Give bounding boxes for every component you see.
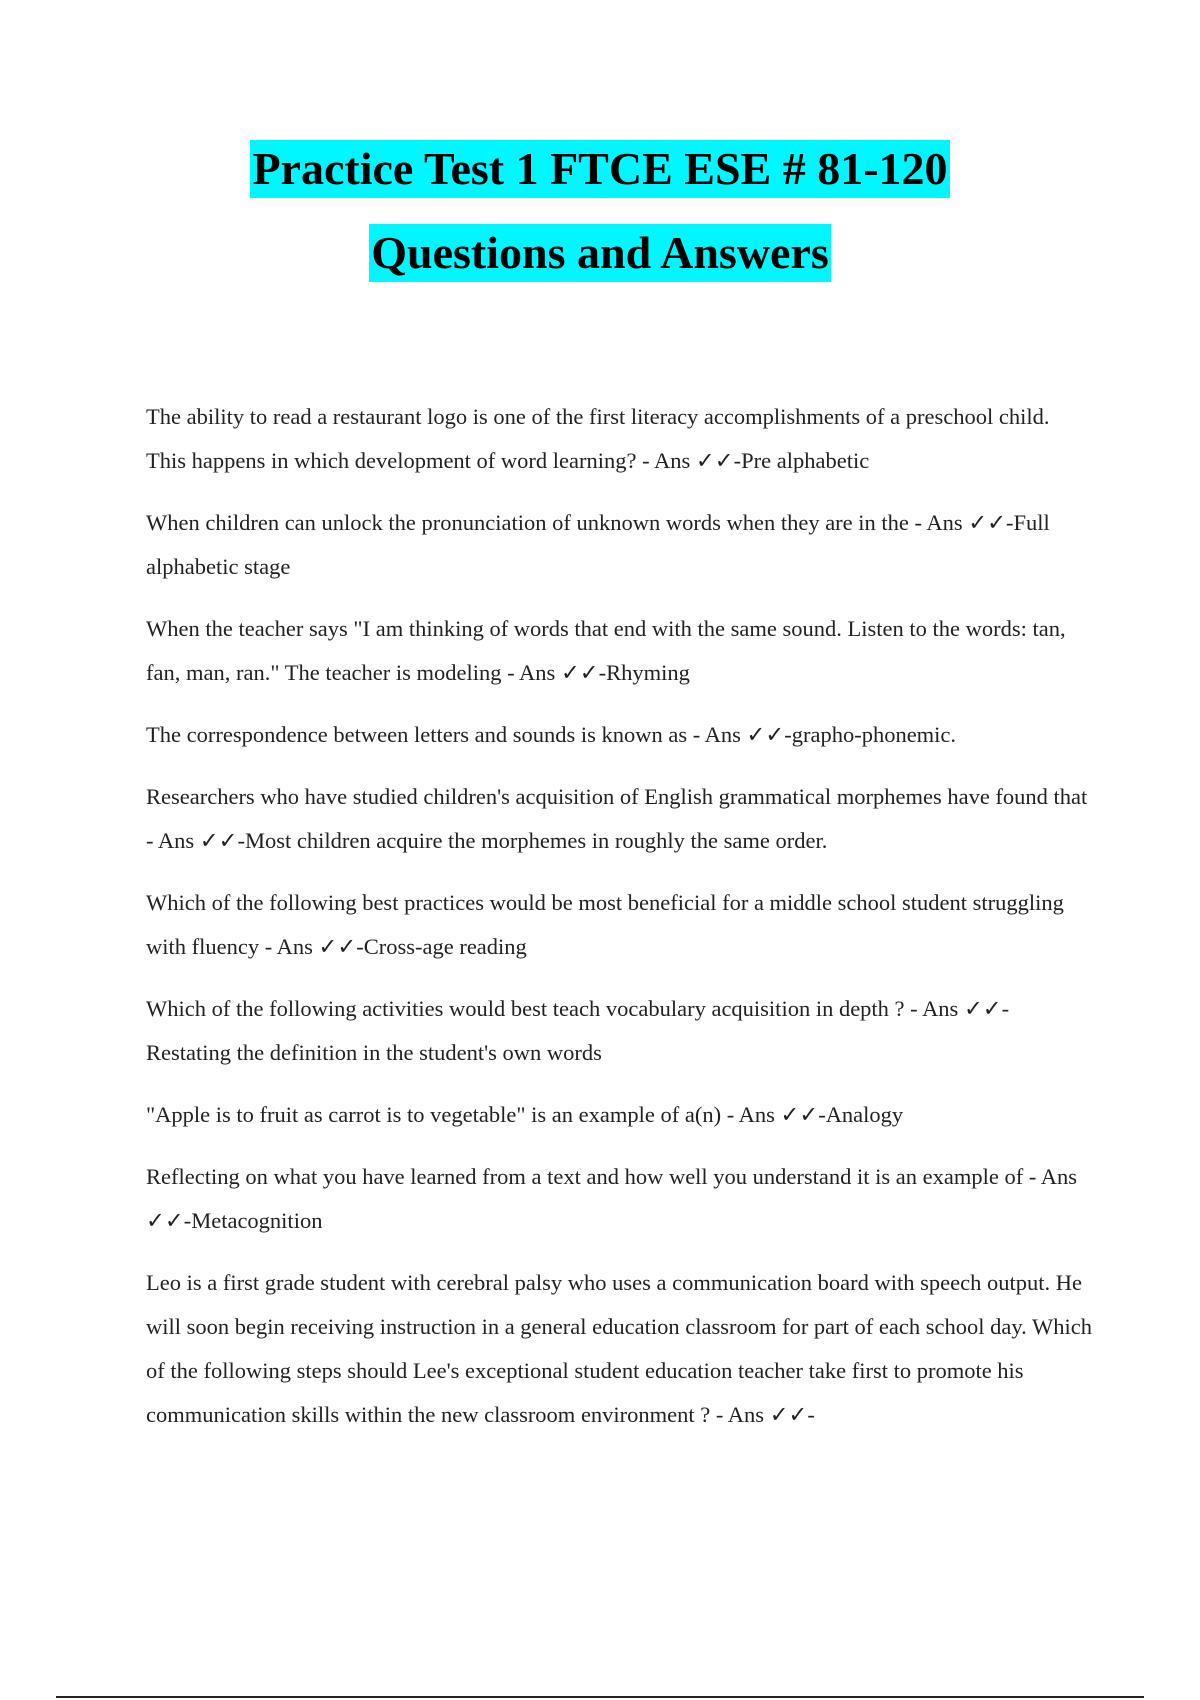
question-text: The correspondence between letters and sounds is known as bbox=[146, 722, 688, 747]
answer-text: Full alphabetic stage bbox=[146, 510, 1050, 579]
qa-item: When the teacher says "I am thinking of words that end with the same sound. Listen to the words: tan, fan, man, ran." The teacher is modeling - Ans ✓✓-Rhyming bbox=[146, 616, 1066, 685]
page-bottom-divider bbox=[56, 1696, 1144, 1698]
answer-marker: Ans bbox=[519, 660, 556, 685]
answer-marker: Ans bbox=[1040, 1164, 1078, 1189]
answer-marker: Ans bbox=[157, 828, 195, 853]
double-check-icon: ✓✓ bbox=[769, 1402, 808, 1427]
answer-text: grapho-phonemic. bbox=[791, 722, 957, 747]
question-text: Which of the following best practices would be most beneficial for a middle school student struggling with fluency bbox=[146, 890, 1064, 959]
qa-item: "Apple is to fruit as carrot is to vegetable" is an example of a(n) - Ans ✓✓-Analogy bbox=[146, 1102, 904, 1127]
double-check-icon: ✓✓ bbox=[146, 1208, 184, 1233]
document-title bbox=[0, 140, 1200, 308]
double-check-icon: ✓✓ bbox=[695, 448, 734, 473]
double-check-icon: ✓✓ bbox=[746, 722, 785, 747]
answer-text: Analogy bbox=[825, 1102, 904, 1127]
answer-marker: Ans bbox=[727, 1402, 765, 1427]
question-text: Leo is a first grade student with cerebral palsy who uses a communication board with speech output. He will soon begin receiving instruction in a general education classroom for part of each school day. Which of the following steps should Lee's exceptional student education teacher take first to promote his communication skills within the new classroom environment ? bbox=[146, 1270, 1092, 1427]
answer-text: Cross-age reading bbox=[363, 934, 527, 959]
qa-item: Reflecting on what you have learned from a text and how well you understand it is an example of - Ans ✓✓-Metacognition bbox=[146, 1164, 1078, 1233]
question-text: Researchers who have studied children's acquisition of English grammatical morphemes have found that bbox=[146, 784, 1088, 809]
answer-text: Pre alphabetic bbox=[741, 448, 870, 473]
double-check-icon: ✓✓ bbox=[199, 828, 238, 853]
answer-text: Most children acquire the morphemes in roughly the same order. bbox=[245, 828, 828, 853]
answer-text: Restating the definition in the student's own words bbox=[146, 1040, 602, 1065]
answer-marker: Ans bbox=[704, 722, 741, 747]
answer-marker: Ans bbox=[926, 510, 963, 535]
question-text: Reflecting on what you have learned from a text and how well you understand it is an example of bbox=[146, 1164, 1024, 1189]
qa-item: Which of the following best practices would be most beneficial for a middle school student struggling with fluency - Ans ✓✓-Cross-age reading bbox=[146, 890, 1064, 959]
answer-marker: Ans bbox=[738, 1102, 775, 1127]
qa-item: Researchers who have studied children's acquisition of English grammatical morphemes have found that - Ans ✓✓-Most children acquire the morphemes in roughly the same order. bbox=[146, 784, 1088, 853]
answer-marker: Ans bbox=[922, 996, 959, 1021]
double-check-icon: ✓✓ bbox=[318, 934, 357, 959]
double-check-icon: ✓✓ bbox=[780, 1102, 819, 1127]
answer-marker: Ans bbox=[654, 448, 691, 473]
double-check-icon: ✓✓ bbox=[968, 510, 1007, 535]
question-text: When children can unlock the pronunciation of unknown words when they are in the bbox=[146, 510, 909, 535]
answer-text: Metacognition bbox=[191, 1208, 323, 1233]
answer-marker: Ans bbox=[276, 934, 313, 959]
title-line-1: Practice Test 1 FTCE ESE # 81-120 bbox=[250, 140, 949, 198]
qa-item: The ability to read a restaurant logo is one of the first literacy accomplishments of a preschool child. This happens in which development of word learning? - Ans ✓✓-Pre alphabetic bbox=[146, 404, 1050, 473]
question-text: "Apple is to fruit as carrot is to vegetable" is an example of a(n) bbox=[146, 1102, 722, 1127]
double-check-icon: ✓✓ bbox=[560, 660, 599, 685]
qa-item: When children can unlock the pronunciation of unknown words when they are in the - Ans ✓✓-Full alphabetic stage bbox=[146, 510, 1050, 579]
answer-text: Rhyming bbox=[606, 660, 690, 685]
qa-list bbox=[146, 395, 1094, 1455]
question-text: The ability to read a restaurant logo is one of the first literacy accomplishments of a preschool child. This happens in which development of word learning? bbox=[146, 404, 1050, 473]
question-text: When the teacher says "I am thinking of words that end with the same sound. Listen to the words: tan, fan, man, ran." The teacher is modeling bbox=[146, 616, 1066, 685]
title-line-2: Questions and Answers bbox=[369, 224, 831, 282]
question-text: Which of the following activities would best teach vocabulary acquisition in depth ? bbox=[146, 996, 905, 1021]
qa-item: Leo is a first grade student with cerebral palsy who uses a communication board with speech output. He will soon begin receiving instruction in a general education classroom for part of each school day. Which of the following steps should Lee's exceptional student education teacher take first to promote his communication skills within the new classroom environment ? - Ans ✓✓- bbox=[146, 1270, 1092, 1427]
double-check-icon: ✓✓ bbox=[963, 996, 1002, 1021]
qa-item: The correspondence between letters and sounds is known as - Ans ✓✓-grapho-phonemic. bbox=[146, 722, 957, 747]
qa-item: Which of the following activities would best teach vocabulary acquisition in depth ? - Ans ✓✓-Restating the definition in the student's own words bbox=[146, 996, 1010, 1065]
